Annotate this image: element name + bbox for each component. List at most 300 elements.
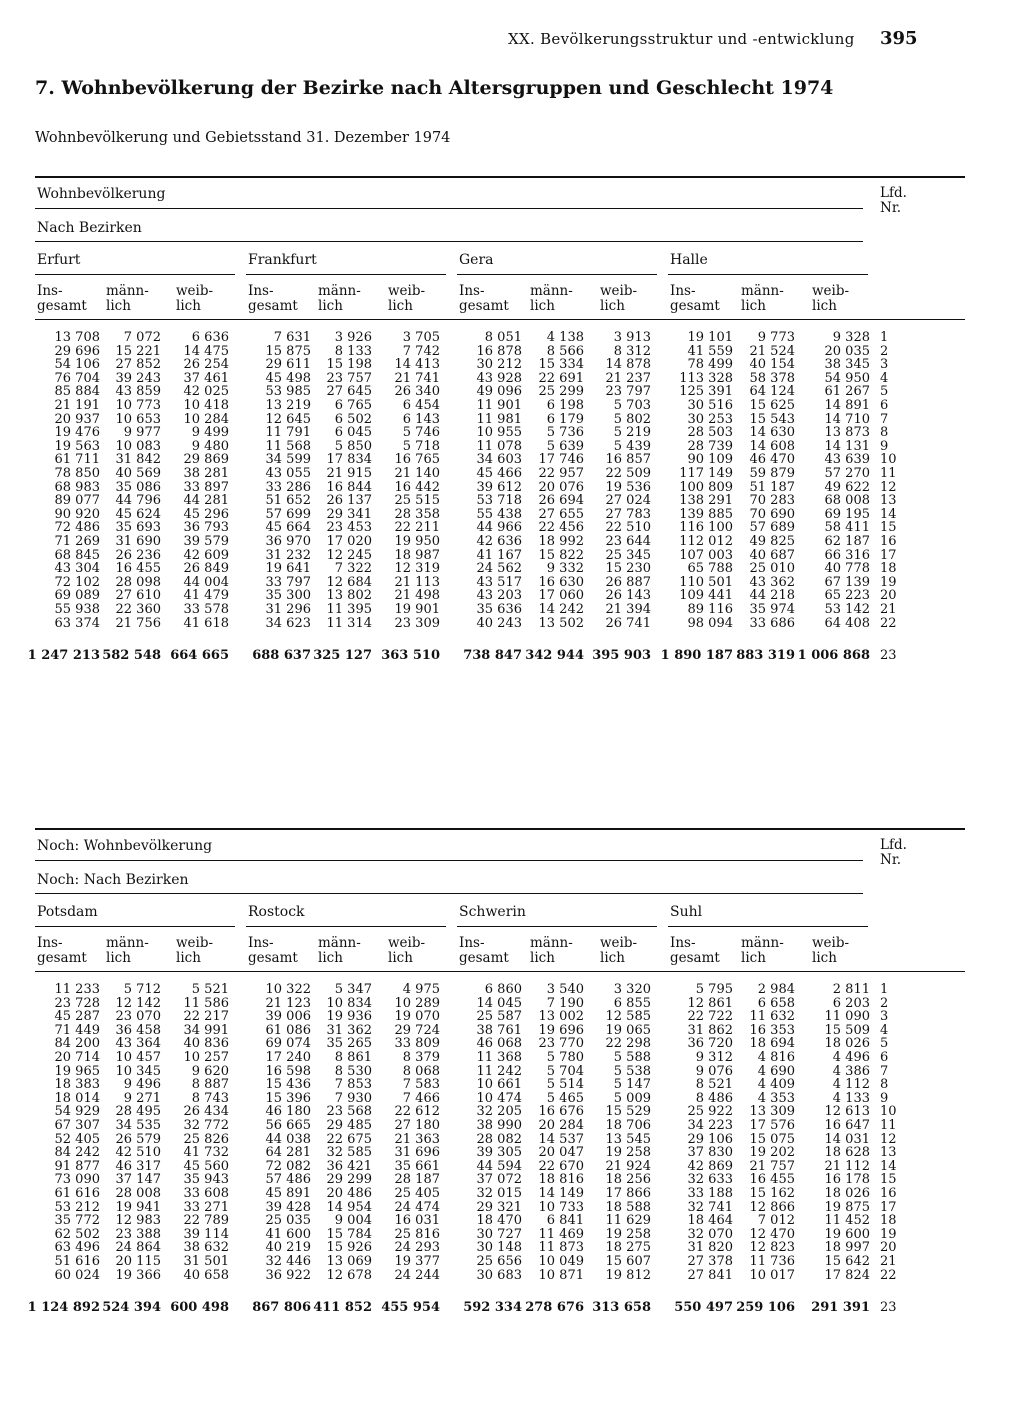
- data-cell: 35 772: [54, 1213, 100, 1229]
- data-cell: 61 267: [824, 384, 870, 400]
- data-cell: 5 147: [613, 1077, 651, 1093]
- data-cell: 14 891: [824, 398, 870, 413]
- data-cell: 35 300: [265, 588, 311, 604]
- district-rule: [35, 274, 235, 275]
- data-cell: 17 576: [749, 1118, 795, 1133]
- data-cell: 29 485: [326, 1118, 372, 1133]
- data-cell: 61 086: [265, 1022, 311, 1038]
- data-cell: 21 524: [749, 343, 795, 359]
- data-cell: 18 628: [824, 1145, 870, 1161]
- data-cell: 11 629: [605, 1213, 651, 1229]
- districts-rule: [35, 893, 863, 894]
- data-cell: 4 133: [832, 1090, 870, 1106]
- data-cell: 13 502: [538, 615, 584, 631]
- data-cell: 28 495: [115, 1104, 161, 1120]
- data-cell: 57 699: [265, 506, 311, 522]
- data-cell: 29 724: [394, 1022, 440, 1038]
- table-row: [0, 1119, 1024, 1133]
- data-cell: 21 757: [749, 1158, 795, 1174]
- data-cell: 42 025: [183, 384, 229, 400]
- data-cell: 24 562: [476, 561, 522, 577]
- district-rule: [246, 926, 446, 927]
- row-number: 15: [880, 520, 897, 536]
- data-cell: 55 938: [54, 602, 100, 617]
- data-cell: 35 974: [749, 602, 795, 617]
- data-cell: 84 200: [54, 1036, 100, 1052]
- data-cell: 38 345: [824, 357, 870, 373]
- data-cell: 32 772: [183, 1118, 229, 1133]
- data-cell: 64 408: [824, 615, 870, 631]
- data-cell: 16 765: [394, 452, 440, 468]
- data-cell: 18 470: [476, 1213, 522, 1229]
- data-cell: 15 642: [824, 1254, 870, 1269]
- data-cell: 41 600: [265, 1226, 311, 1242]
- data-cell: 12 142: [115, 995, 161, 1011]
- data-cell: 8 051: [484, 330, 522, 345]
- data-cell: 31 296: [265, 602, 311, 617]
- data-cell: 46 470: [749, 452, 795, 468]
- data-cell: 65 788: [687, 561, 733, 577]
- data-cell: 18 464: [687, 1213, 733, 1229]
- data-cell: 15 396: [265, 1090, 311, 1106]
- data-cell: 57 270: [824, 466, 870, 481]
- data-cell: 16 598: [265, 1063, 311, 1079]
- table-row: [0, 603, 1024, 617]
- data-cell: 42 636: [476, 534, 522, 549]
- district-name: Potsdam: [37, 904, 98, 920]
- data-cell: 18 588: [605, 1199, 651, 1215]
- data-cell: 12 585: [605, 1009, 651, 1025]
- data-cell: 15 162: [749, 1186, 795, 1201]
- data-cell: 11 469: [538, 1226, 584, 1242]
- data-cell: 12 678: [326, 1267, 372, 1283]
- data-cell: 67 139: [824, 574, 870, 590]
- header-bottom-rule: [35, 971, 965, 972]
- data-cell: 23 728: [54, 995, 100, 1011]
- data-cell: 30 727: [476, 1226, 522, 1242]
- row-number: 6: [880, 1050, 889, 1065]
- data-cell: 18 026: [824, 1186, 870, 1201]
- total-cell: 600 498: [170, 1300, 229, 1316]
- data-cell: 70 283: [749, 493, 795, 509]
- data-cell: 20 047: [538, 1145, 584, 1161]
- data-cell: 53 718: [476, 493, 522, 509]
- data-cell: 5 219: [613, 425, 651, 441]
- data-cell: 31 820: [687, 1240, 733, 1256]
- data-cell: 19 202: [749, 1145, 795, 1161]
- district-name: Schwerin: [459, 904, 526, 920]
- data-cell: 36 421: [326, 1158, 372, 1174]
- data-cell: 17 746: [538, 452, 584, 468]
- data-cell: 17 020: [326, 534, 372, 549]
- data-cell: 21 113: [394, 574, 440, 590]
- district-rule: [668, 926, 868, 927]
- data-cell: 22 789: [183, 1213, 229, 1229]
- total-cell: 582 548: [102, 648, 161, 664]
- data-cell: 22 360: [115, 602, 161, 617]
- data-cell: 14 630: [749, 425, 795, 441]
- data-cell: 19 875: [824, 1199, 870, 1215]
- data-cell: 72 102: [54, 574, 100, 590]
- data-cell: 7 631: [273, 330, 311, 345]
- data-cell: 19 258: [605, 1145, 651, 1161]
- data-cell: 59 879: [749, 466, 795, 481]
- row-number: 4: [880, 370, 889, 386]
- data-cell: 22 722: [687, 1009, 733, 1025]
- data-cell: 36 922: [265, 1267, 311, 1283]
- total-cell: 291 391: [811, 1300, 870, 1316]
- data-cell: 113 328: [679, 370, 733, 386]
- data-cell: 10 773: [115, 398, 161, 413]
- data-cell: 56 665: [265, 1118, 311, 1133]
- data-cell: 14 537: [538, 1131, 584, 1147]
- data-cell: 34 599: [265, 452, 311, 468]
- data-cell: 66 316: [824, 547, 870, 563]
- data-cell: 11 090: [824, 1009, 870, 1025]
- total-cell: 1 006 868: [797, 648, 870, 664]
- data-cell: 27 610: [115, 588, 161, 604]
- data-cell: 41 618: [183, 615, 229, 631]
- data-cell: 12 866: [749, 1199, 795, 1215]
- data-cell: 25 345: [605, 547, 651, 563]
- data-cell: 37 461: [183, 370, 229, 386]
- data-cell: 85 884: [54, 384, 100, 400]
- data-cell: 107 003: [679, 547, 733, 563]
- data-cell: 29 611: [265, 357, 311, 373]
- data-cell: 14 413: [394, 357, 440, 373]
- data-cell: 22 957: [538, 466, 584, 481]
- data-cell: 71 449: [54, 1022, 100, 1038]
- data-cell: 10 457: [115, 1050, 161, 1065]
- row-number: 11: [880, 466, 897, 481]
- column-header-maennlich: männ- lich: [106, 935, 149, 966]
- data-cell: 28 187: [394, 1172, 440, 1188]
- row-number: 13: [880, 493, 897, 509]
- data-cell: 9 332: [546, 561, 584, 577]
- column-header-weiblich: weib- lich: [812, 283, 850, 314]
- data-cell: 26 236: [115, 547, 161, 563]
- total-cell: 664 665: [170, 648, 229, 664]
- data-cell: 14 031: [824, 1131, 870, 1147]
- data-cell: 15 543: [749, 411, 795, 427]
- data-cell: 63 496: [54, 1240, 100, 1256]
- data-cell: 33 578: [183, 602, 229, 617]
- data-cell: 43 517: [476, 574, 522, 590]
- data-cell: 117 149: [679, 466, 733, 481]
- data-cell: 6 198: [546, 398, 584, 413]
- row-number: 17: [880, 1199, 897, 1215]
- column-header-weiblich: weib- lich: [600, 283, 638, 314]
- data-cell: 138 291: [679, 493, 733, 509]
- data-cell: 57 689: [749, 520, 795, 536]
- data-cell: 28 503: [687, 425, 733, 441]
- row-number: 2: [880, 995, 889, 1011]
- data-cell: 36 793: [183, 520, 229, 536]
- data-cell: 19 901: [394, 602, 440, 617]
- total-cell: 1 890 187: [660, 648, 733, 664]
- data-cell: 37 830: [687, 1145, 733, 1161]
- data-cell: 4 975: [402, 982, 440, 997]
- data-cell: 9 977: [123, 425, 161, 441]
- data-cell: 21 237: [605, 370, 651, 386]
- data-cell: 13 002: [538, 1009, 584, 1025]
- row-number: 5: [880, 1036, 889, 1052]
- data-cell: 5 521: [191, 982, 229, 997]
- district-name: Rostock: [248, 904, 305, 920]
- data-cell: 15 529: [605, 1104, 651, 1120]
- data-cell: 46 068: [476, 1036, 522, 1052]
- population-label: Noch: Wohnbevölkerung: [37, 838, 213, 854]
- data-cell: 5 704: [546, 1063, 584, 1079]
- data-cell: 15 784: [326, 1226, 372, 1242]
- data-cell: 33 897: [183, 479, 229, 495]
- data-cell: 44 038: [265, 1131, 311, 1147]
- row-number: 5: [880, 384, 889, 400]
- data-cell: 8 861: [334, 1050, 372, 1065]
- data-cell: 11 568: [265, 438, 311, 454]
- data-cell: 9 312: [695, 1050, 733, 1065]
- data-cell: 64 124: [749, 384, 795, 400]
- data-cell: 7 853: [334, 1077, 372, 1093]
- data-cell: 8 379: [402, 1050, 440, 1065]
- population-label: Wohnbevölkerung: [37, 186, 166, 202]
- data-cell: 19 941: [115, 1199, 161, 1215]
- data-cell: 46 180: [265, 1104, 311, 1120]
- data-cell: 10 653: [115, 411, 161, 427]
- row-number: 10: [880, 452, 897, 468]
- data-cell: 8 486: [695, 1090, 733, 1106]
- data-cell: 5 746: [402, 425, 440, 441]
- row-number: 8: [880, 1077, 889, 1093]
- data-cell: 4 496: [832, 1050, 870, 1065]
- data-cell: 9 004: [334, 1213, 372, 1229]
- data-cell: 37 072: [476, 1172, 522, 1188]
- district-name: Gera: [459, 252, 494, 268]
- data-cell: 13 309: [749, 1104, 795, 1120]
- data-cell: 19 070: [394, 1009, 440, 1025]
- data-cell: 43 203: [476, 588, 522, 604]
- data-cell: 18 997: [824, 1240, 870, 1256]
- data-cell: 18 992: [538, 534, 584, 549]
- data-cell: 7 930: [334, 1090, 372, 1106]
- data-cell: 8 068: [402, 1063, 440, 1079]
- data-cell: 31 501: [183, 1254, 229, 1269]
- row-number: 13: [880, 1145, 897, 1161]
- data-cell: 26 741: [605, 615, 651, 631]
- data-cell: 30 148: [476, 1240, 522, 1256]
- data-cell: 53 142: [824, 602, 870, 617]
- data-cell: 31 232: [265, 547, 311, 563]
- data-cell: 9 496: [123, 1077, 161, 1093]
- table-row: [0, 1269, 1024, 1283]
- column-header-weiblich: weib- lich: [176, 283, 214, 314]
- data-cell: 39 243: [115, 370, 161, 386]
- data-cell: 90 109: [687, 452, 733, 468]
- data-cell: 16 878: [476, 343, 522, 359]
- data-cell: 35 636: [476, 602, 522, 617]
- data-cell: 34 623: [265, 615, 311, 631]
- data-cell: 10 955: [476, 425, 522, 441]
- data-cell: 11 314: [326, 615, 372, 631]
- data-cell: 27 852: [115, 357, 161, 373]
- data-cell: 12 613: [824, 1104, 870, 1120]
- data-cell: 38 761: [476, 1022, 522, 1038]
- data-cell: 15 926: [326, 1240, 372, 1256]
- data-cell: 10 871: [538, 1267, 584, 1283]
- data-cell: 33 686: [749, 615, 795, 631]
- data-cell: 19 366: [115, 1267, 161, 1283]
- data-cell: 13 708: [54, 330, 100, 345]
- data-cell: 32 070: [687, 1226, 733, 1242]
- data-cell: 33 797: [265, 574, 311, 590]
- data-cell: 19 812: [605, 1267, 651, 1283]
- data-cell: 25 922: [687, 1104, 733, 1120]
- data-cell: 27 783: [605, 506, 651, 522]
- data-cell: 15 625: [749, 398, 795, 413]
- data-cell: 20 937: [54, 411, 100, 427]
- column-header-maennlich: männ- lich: [741, 283, 784, 314]
- data-cell: 30 212: [476, 357, 522, 373]
- data-cell: 4 690: [757, 1063, 795, 1079]
- row-number: 15: [880, 1172, 897, 1188]
- data-cell: 36 458: [115, 1022, 161, 1038]
- data-cell: 43 639: [824, 452, 870, 468]
- data-cell: 33 809: [394, 1036, 440, 1052]
- total-cell: 1 124 892: [27, 1300, 100, 1316]
- data-cell: 5 780: [546, 1050, 584, 1065]
- table-row: [0, 535, 1024, 549]
- data-cell: 68 845: [54, 547, 100, 563]
- data-cell: 5 009: [613, 1090, 651, 1106]
- data-cell: 44 966: [476, 520, 522, 536]
- data-cell: 14 954: [326, 1199, 372, 1215]
- data-cell: 10 284: [183, 411, 229, 427]
- data-cell: 15 875: [265, 343, 311, 359]
- data-cell: 3 926: [334, 330, 372, 345]
- data-cell: 35 693: [115, 520, 161, 536]
- data-cell: 12 684: [326, 574, 372, 590]
- data-cell: 9 773: [757, 330, 795, 345]
- data-cell: 26 579: [115, 1131, 161, 1147]
- data-cell: 9 076: [695, 1063, 733, 1079]
- districts-rule: [35, 241, 863, 242]
- row-number: 11: [880, 1118, 897, 1133]
- district-name: Frankfurt: [248, 252, 317, 268]
- data-cell: 8 133: [334, 343, 372, 359]
- data-cell: 11 901: [476, 398, 522, 413]
- data-cell: 25 299: [538, 384, 584, 400]
- data-cell: 112 012: [679, 534, 733, 549]
- data-cell: 110 501: [679, 574, 733, 590]
- data-cell: 25 816: [394, 1226, 440, 1242]
- data-cell: 19 950: [394, 534, 440, 549]
- data-cell: 33 286: [265, 479, 311, 495]
- data-cell: 7 742: [402, 343, 440, 359]
- data-cell: 30 683: [476, 1267, 522, 1283]
- data-cell: 19 600: [824, 1226, 870, 1242]
- data-cell: 29 299: [326, 1172, 372, 1188]
- data-cell: 23 568: [326, 1104, 372, 1120]
- data-cell: 30 516: [687, 398, 733, 413]
- data-cell: 16 676: [538, 1104, 584, 1120]
- data-cell: 4 816: [757, 1050, 795, 1065]
- total-cell: 411 852: [313, 1300, 372, 1316]
- data-cell: 19 476: [54, 425, 100, 441]
- data-cell: 27 180: [394, 1118, 440, 1133]
- data-cell: 25 587: [476, 1009, 522, 1025]
- data-cell: 11 368: [476, 1050, 522, 1065]
- data-cell: 7 583: [402, 1077, 440, 1093]
- row-number: 10: [880, 1104, 897, 1120]
- data-cell: 53 985: [265, 384, 311, 400]
- data-cell: 45 891: [265, 1186, 311, 1201]
- page-number: 395: [880, 28, 918, 49]
- data-cell: 10 733: [538, 1199, 584, 1215]
- data-cell: 28 358: [394, 506, 440, 522]
- data-cell: 35 265: [326, 1036, 372, 1052]
- data-cell: 35 943: [183, 1172, 229, 1188]
- row-number: 8: [880, 425, 889, 441]
- data-cell: 31 842: [115, 452, 161, 468]
- data-cell: 42 510: [115, 1145, 161, 1161]
- data-cell: 22 675: [326, 1131, 372, 1147]
- data-cell: 45 624: [115, 506, 161, 522]
- data-cell: 5 712: [123, 982, 161, 997]
- row-number: 20: [880, 1240, 897, 1256]
- data-cell: 34 991: [183, 1022, 229, 1038]
- data-cell: 19 641: [265, 561, 311, 577]
- column-header-insgesamt: Ins- gesamt: [248, 935, 298, 966]
- data-cell: 91 877: [54, 1158, 100, 1174]
- data-cell: 15 075: [749, 1131, 795, 1147]
- header-bottom-rule: [35, 319, 965, 320]
- data-cell: 13 802: [326, 588, 372, 604]
- data-cell: 45 664: [265, 520, 311, 536]
- data-cell: 43 859: [115, 384, 161, 400]
- data-cell: 29 696: [54, 343, 100, 359]
- data-cell: 23 309: [394, 615, 440, 631]
- data-cell: 23 644: [605, 534, 651, 549]
- data-cell: 29 106: [687, 1131, 733, 1147]
- data-cell: 5 718: [402, 438, 440, 454]
- data-cell: 10 049: [538, 1254, 584, 1269]
- row-number: 19: [880, 1226, 897, 1242]
- population-rule: [35, 860, 863, 861]
- data-cell: 45 466: [476, 466, 522, 481]
- data-cell: 44 004: [183, 574, 229, 590]
- data-cell: 13 219: [265, 398, 311, 413]
- data-cell: 139 885: [679, 506, 733, 522]
- data-cell: 21 394: [605, 602, 651, 617]
- data-cell: 8 530: [334, 1063, 372, 1079]
- data-cell: 34 223: [687, 1118, 733, 1133]
- data-cell: 6 860: [484, 982, 522, 997]
- data-cell: 15 198: [326, 357, 372, 373]
- data-cell: 11 078: [476, 438, 522, 454]
- data-cell: 7 190: [546, 995, 584, 1011]
- column-header-insgesamt: Ins- gesamt: [670, 935, 720, 966]
- data-cell: 31 862: [687, 1022, 733, 1038]
- data-cell: 12 983: [115, 1213, 161, 1229]
- total-cell: 688 637: [252, 648, 311, 664]
- row-number: 9: [880, 1090, 889, 1106]
- column-header-weiblich: weib- lich: [388, 283, 426, 314]
- data-cell: 13 873: [824, 425, 870, 441]
- data-cell: 15 230: [605, 561, 651, 577]
- districts-label: Nach Bezirken: [37, 220, 142, 236]
- data-cell: 24 474: [394, 1199, 440, 1215]
- data-cell: 3 320: [613, 982, 651, 997]
